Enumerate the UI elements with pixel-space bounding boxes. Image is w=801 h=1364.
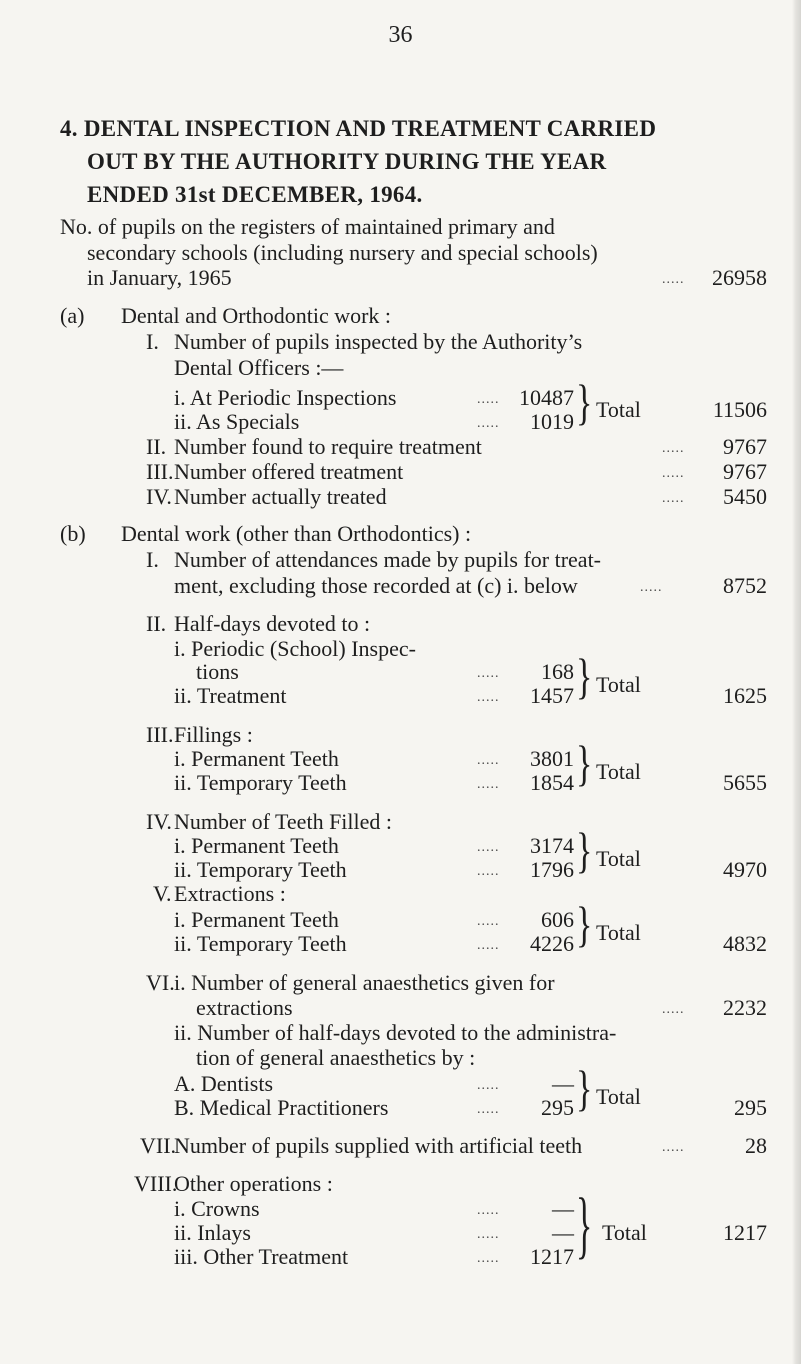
leader-dots: ..... [477,914,500,929]
b-II-ii-label: ii. Treatment [174,683,287,708]
a-IV-value: 5450 [723,484,767,509]
b-IV-ii-value: 1796 [530,857,574,882]
section-b-marker: (b) [60,521,86,546]
b-VIII-total: 1217 [723,1220,767,1245]
b-VI-total: 295 [734,1095,767,1120]
leader-dots: ..... [477,840,500,855]
a-IV-num: IV. [146,484,172,509]
a-II-label: Number found to require treatment [174,434,482,459]
leader-dots: ..... [662,1140,685,1155]
b-II-num: II. [146,611,167,636]
b-III-i-value: 3801 [530,746,574,771]
b-II-i-value: 168 [541,659,574,684]
leader-dots: ..... [662,491,685,506]
b-I-num: I. [146,547,159,572]
leader-dots: ..... [477,777,500,792]
total-label: Total [596,397,641,422]
intro-line-3: in January, 1965 [87,265,232,290]
b-VIII-num: VIII. [134,1171,178,1196]
a-II-value: 9767 [723,434,767,459]
leader-dots: ..... [662,1002,685,1017]
b-V-num: V. [153,881,172,906]
b-VIII-title: Other operations : [174,1171,333,1196]
total-label: Total [596,846,641,871]
total-label: Total [596,920,641,945]
b-VIII-ii-label: ii. Inlays [174,1220,251,1245]
b-III-ii-value: 1854 [530,770,574,795]
leader-dots: ..... [477,864,500,879]
b-II-ii-value: 1457 [530,683,574,708]
b-V-i-value: 606 [541,907,574,932]
section-a-marker: (a) [60,303,85,328]
a-I-line-2: Dental Officers :— [174,355,344,380]
right-brace: } [576,1063,593,1117]
page-number: 36 [388,22,413,48]
b-V-ii-label: ii. Temporary Teeth [174,931,347,956]
total-label: Total [596,759,641,784]
b-VIII-ii-value: — [552,1220,574,1245]
total-label: Total [596,672,641,697]
b-IV-i-label: i. Permanent Teeth [174,833,339,858]
b-II-total: 1625 [723,683,767,708]
leader-dots: ..... [477,1102,500,1117]
right-brace: } [576,651,593,705]
b-VIII-iii-value: 1217 [530,1244,574,1269]
leader-dots: ..... [640,580,663,595]
b-VI-i-line-1: i. Number of general anaesthetics given for [174,970,555,995]
b-II-i-line-2: tions [196,659,239,684]
b-VIII-i-value: — [552,1196,574,1221]
leader-dots: ..... [477,753,500,768]
b-V-ii-value: 4226 [530,931,574,956]
leader-dots: ..... [662,441,685,456]
b-VI-ii-line-2: tion of general anaesthetics by : [196,1045,476,1070]
leader-dots: ..... [477,938,500,953]
right-brace: } [576,825,593,879]
b-IV-i-value: 3174 [530,833,574,858]
leader-dots: ..... [477,1078,500,1093]
leader-dots: ..... [477,392,500,407]
b-II-title: Half-days devoted to : [174,611,371,636]
b-III-title: Fillings : [174,722,253,747]
right-brace: } [576,738,593,792]
a-I-ii-value: 1019 [530,409,574,434]
b-I-line-1: Number of attendances made by pupils for treat- [174,547,602,572]
b-VI-B-value: 295 [541,1095,574,1120]
b-VII-label: Number of pupils supplied with artificial teeth [174,1133,583,1158]
a-I-total: 11506 [712,397,767,422]
a-II-num: II. [146,434,167,459]
b-I-line-2: ment, excluding those recorded at (c) i. below [174,573,578,598]
a-I-line-1: Number of pupils inspected by the Authority’s [174,329,583,354]
leader-dots: ..... [477,416,500,431]
a-IV-label: Number actually treated [174,484,387,509]
b-III-ii-label: ii. Temporary Teeth [174,770,347,795]
a-III-label: Number offered treatment [174,459,404,484]
heading-line-3: ENDED 31st DECEMBER, 1964. [87,182,423,207]
b-IV-ii-label: ii. Temporary Teeth [174,857,347,882]
leader-dots: ..... [477,690,500,705]
b-VIII-i-label: i. Crowns [174,1196,260,1221]
total-label: Total [602,1220,647,1245]
b-V-i-label: i. Permanent Teeth [174,907,339,932]
right-brace: } [576,899,593,953]
b-III-num: III. [146,722,174,747]
leader-dots: ..... [477,1203,500,1218]
b-VII-num: VII. [140,1133,177,1158]
intro-line-1: No. of pupils on the registers of maintained primary and [60,214,555,239]
b-VIII-iii-label: iii. Other Treatment [174,1244,349,1269]
b-V-total: 4832 [723,931,767,956]
heading-line-2: OUT BY THE AUTHORITY DURING THE YEAR [87,149,607,174]
b-III-total: 5655 [723,770,767,795]
leader-dots: ..... [662,466,685,481]
b-III-i-label: i. Permanent Teeth [174,746,339,771]
b-II-i-line-1: i. Periodic (School) Inspec- [174,636,416,661]
b-VII-value: 28 [745,1133,767,1158]
section-b-title: Dental work (other than Orthodontics) : [121,521,472,546]
intro-line-2: secondary schools (including nursery and special schools) [87,240,598,265]
a-I-num: I. [146,329,159,354]
section-a-title: Dental and Orthodontic work : [121,303,392,328]
b-I-value: 8752 [723,573,767,598]
leader-dots: ..... [662,272,685,287]
b-IV-num: IV. [146,809,172,834]
b-VI-A-value: — [552,1071,574,1096]
b-IV-title: Number of Teeth Filled : [174,809,393,834]
right-brace: } [576,1185,593,1267]
a-III-num: III. [146,459,174,484]
intro-value: 26958 [712,265,767,290]
b-VI-A-label: A. Dentists [174,1071,273,1096]
a-I-i-label: i. At Periodic Inspections [174,385,397,410]
a-I-i-value: 10487 [519,385,574,410]
b-VI-i-value: 2232 [723,995,767,1020]
a-III-value: 9767 [723,459,767,484]
leader-dots: ..... [477,1251,500,1266]
leader-dots: ..... [477,666,500,681]
leader-dots: ..... [477,1227,500,1242]
b-VI-ii-line-1: ii. Number of half-days devoted to the administra- [174,1020,617,1045]
right-brace: } [576,377,593,431]
b-V-title: Extractions : [174,881,286,906]
total-label: Total [596,1084,641,1109]
b-VI-num: VI. [146,970,175,995]
b-IV-total: 4970 [723,857,767,882]
heading-line-1: 4. DENTAL INSPECTION AND TREATMENT CARRIED [60,116,657,141]
a-I-ii-label: ii. As Specials [174,409,300,434]
b-VI-B-label: B. Medical Practitioners [174,1095,389,1120]
b-VI-i-line-2: extractions [196,995,293,1020]
